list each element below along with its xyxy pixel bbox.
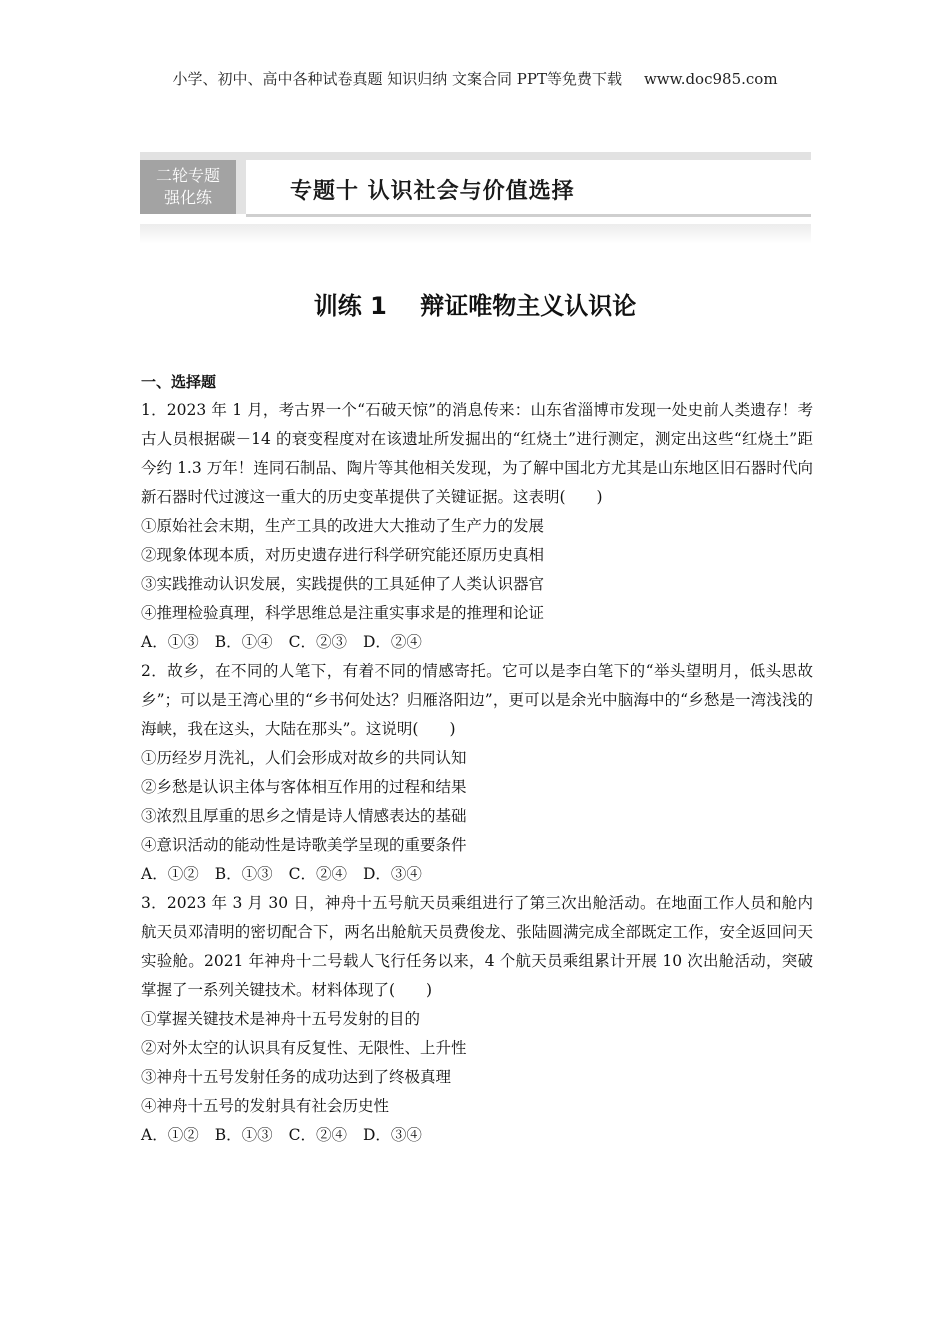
answer-choices — [141, 1121, 813, 1150]
question-option: ①掌握关键技术是神舟十五号发射的目的 — [141, 1010, 421, 1028]
header-tagline: 小学、初中、高中各种试卷真题 知识归纳 文案合同 PPT等免费下载 — [172, 70, 622, 88]
badge-line-2: 强化练 — [163, 188, 212, 207]
question-option: ④神舟十五号的发射具有社会历史性 — [141, 1097, 390, 1115]
question-1 — [141, 396, 813, 657]
answer-choice-d: D．②④ — [362, 633, 422, 651]
banner-badge — [140, 160, 236, 214]
topic-banner — [140, 152, 811, 214]
section-heading: 一、选择题 — [141, 373, 217, 391]
answer-choice-d: D．③④ — [362, 865, 422, 883]
banner-title-box — [246, 160, 811, 214]
question-option: ③神舟十五号发射任务的成功达到了终极真理 — [141, 1068, 452, 1086]
answer-choice-c: C．②④ — [288, 865, 347, 883]
page-header — [0, 68, 950, 89]
question-option: ④意识活动的能动性是诗歌美学呈现的重要条件 — [141, 836, 467, 854]
header-site-url: www.doc985.com — [643, 70, 778, 88]
banner-title: 专题十 认识社会与价值选择 — [290, 179, 575, 204]
question-option: ①历经岁月洗礼，人们会形成对故乡的共同认知 — [141, 749, 467, 767]
answer-choices — [141, 860, 813, 889]
question-option: ②现象体现本质，对历史遗存进行科学研究能还原历史真相 — [141, 546, 545, 564]
banner-shadow — [140, 224, 811, 244]
answer-choice-b: B．①③ — [214, 1126, 273, 1144]
question-option: ②对外太空的认识具有反复性、无限性、上升性 — [141, 1039, 467, 1057]
question-list — [141, 396, 813, 1150]
question-option: ①原始社会末期，生产工具的改进大大推动了生产力的发展 — [141, 517, 545, 535]
answer-choice-d: D．③④ — [362, 1126, 422, 1144]
question-option: ④推理检验真理，科学思维总是注重实事求是的推理和论证 — [141, 604, 545, 622]
answer-choice-a: A．①③ — [141, 633, 199, 651]
question-2 — [141, 657, 813, 889]
answer-choice-c: C．②④ — [288, 1126, 347, 1144]
question-option: ③实践推动认识发展，实践提供的工具延伸了人类认识器官 — [141, 575, 545, 593]
answer-choice-b: B．①③ — [214, 865, 273, 883]
training-title: 训练 1 辩证唯物主义认识论 — [313, 292, 637, 320]
question-stem: 1．2023 年 1 月，考古界一个“石破天惊”的消息传来：山东省淄博市发现一处史前人类遗存！考古人员根据碳－14 的衰变程度对在该遗址所发掘出的“红烧土”进行测定，测定出这些“红烧土”距今约 1.3 万年！连同石制品、陶片等其他相关发现，为了解中国北方尤其是山东地区旧石器时代向新石器时代过渡这一重大的历史变革提供了关键证据。这表明( ) — [141, 401, 813, 506]
answer-choice-c: C．②③ — [288, 633, 347, 651]
badge-line-1: 二轮专题 — [155, 166, 220, 185]
answer-choice-a: A．①② — [141, 865, 199, 883]
answer-choice-a: A．①② — [141, 1126, 199, 1144]
question-stem: 3．2023 年 3 月 30 日，神舟十五号航天员乘组进行了第三次出舱活动。在地面工作人员和舱内航天员邓清明的密切配合下，两名出舱航天员费俊龙、张陆圆满完成全部既定工作，安全返回问天实验舱。2021 年神舟十二号载人飞行任务以来，4 个航天员乘组累计开展 10 次出舱活动，突破掌握了一系列关键技术。材料体现了( ) — [141, 894, 813, 999]
question-stem: 2．故乡，在不同的人笔下，有着不同的情感寄托。它可以是李白笔下的“举头望明月，低头思故乡”；可以是王湾心里的“乡书何处达？归雁洛阳边”，更可以是余光中脑海中的“乡愁是一湾浅浅的海峡，我在这头，大陆在那头”。这说明( ) — [141, 662, 813, 738]
question-option: ②乡愁是认识主体与客体相互作用的过程和结果 — [141, 778, 467, 796]
answer-choice-b: B．①④ — [214, 633, 273, 651]
answer-choices — [141, 628, 813, 657]
question-option: ③浓烈且厚重的思乡之情是诗人情感表达的基础 — [141, 807, 467, 825]
question-3 — [141, 889, 813, 1150]
